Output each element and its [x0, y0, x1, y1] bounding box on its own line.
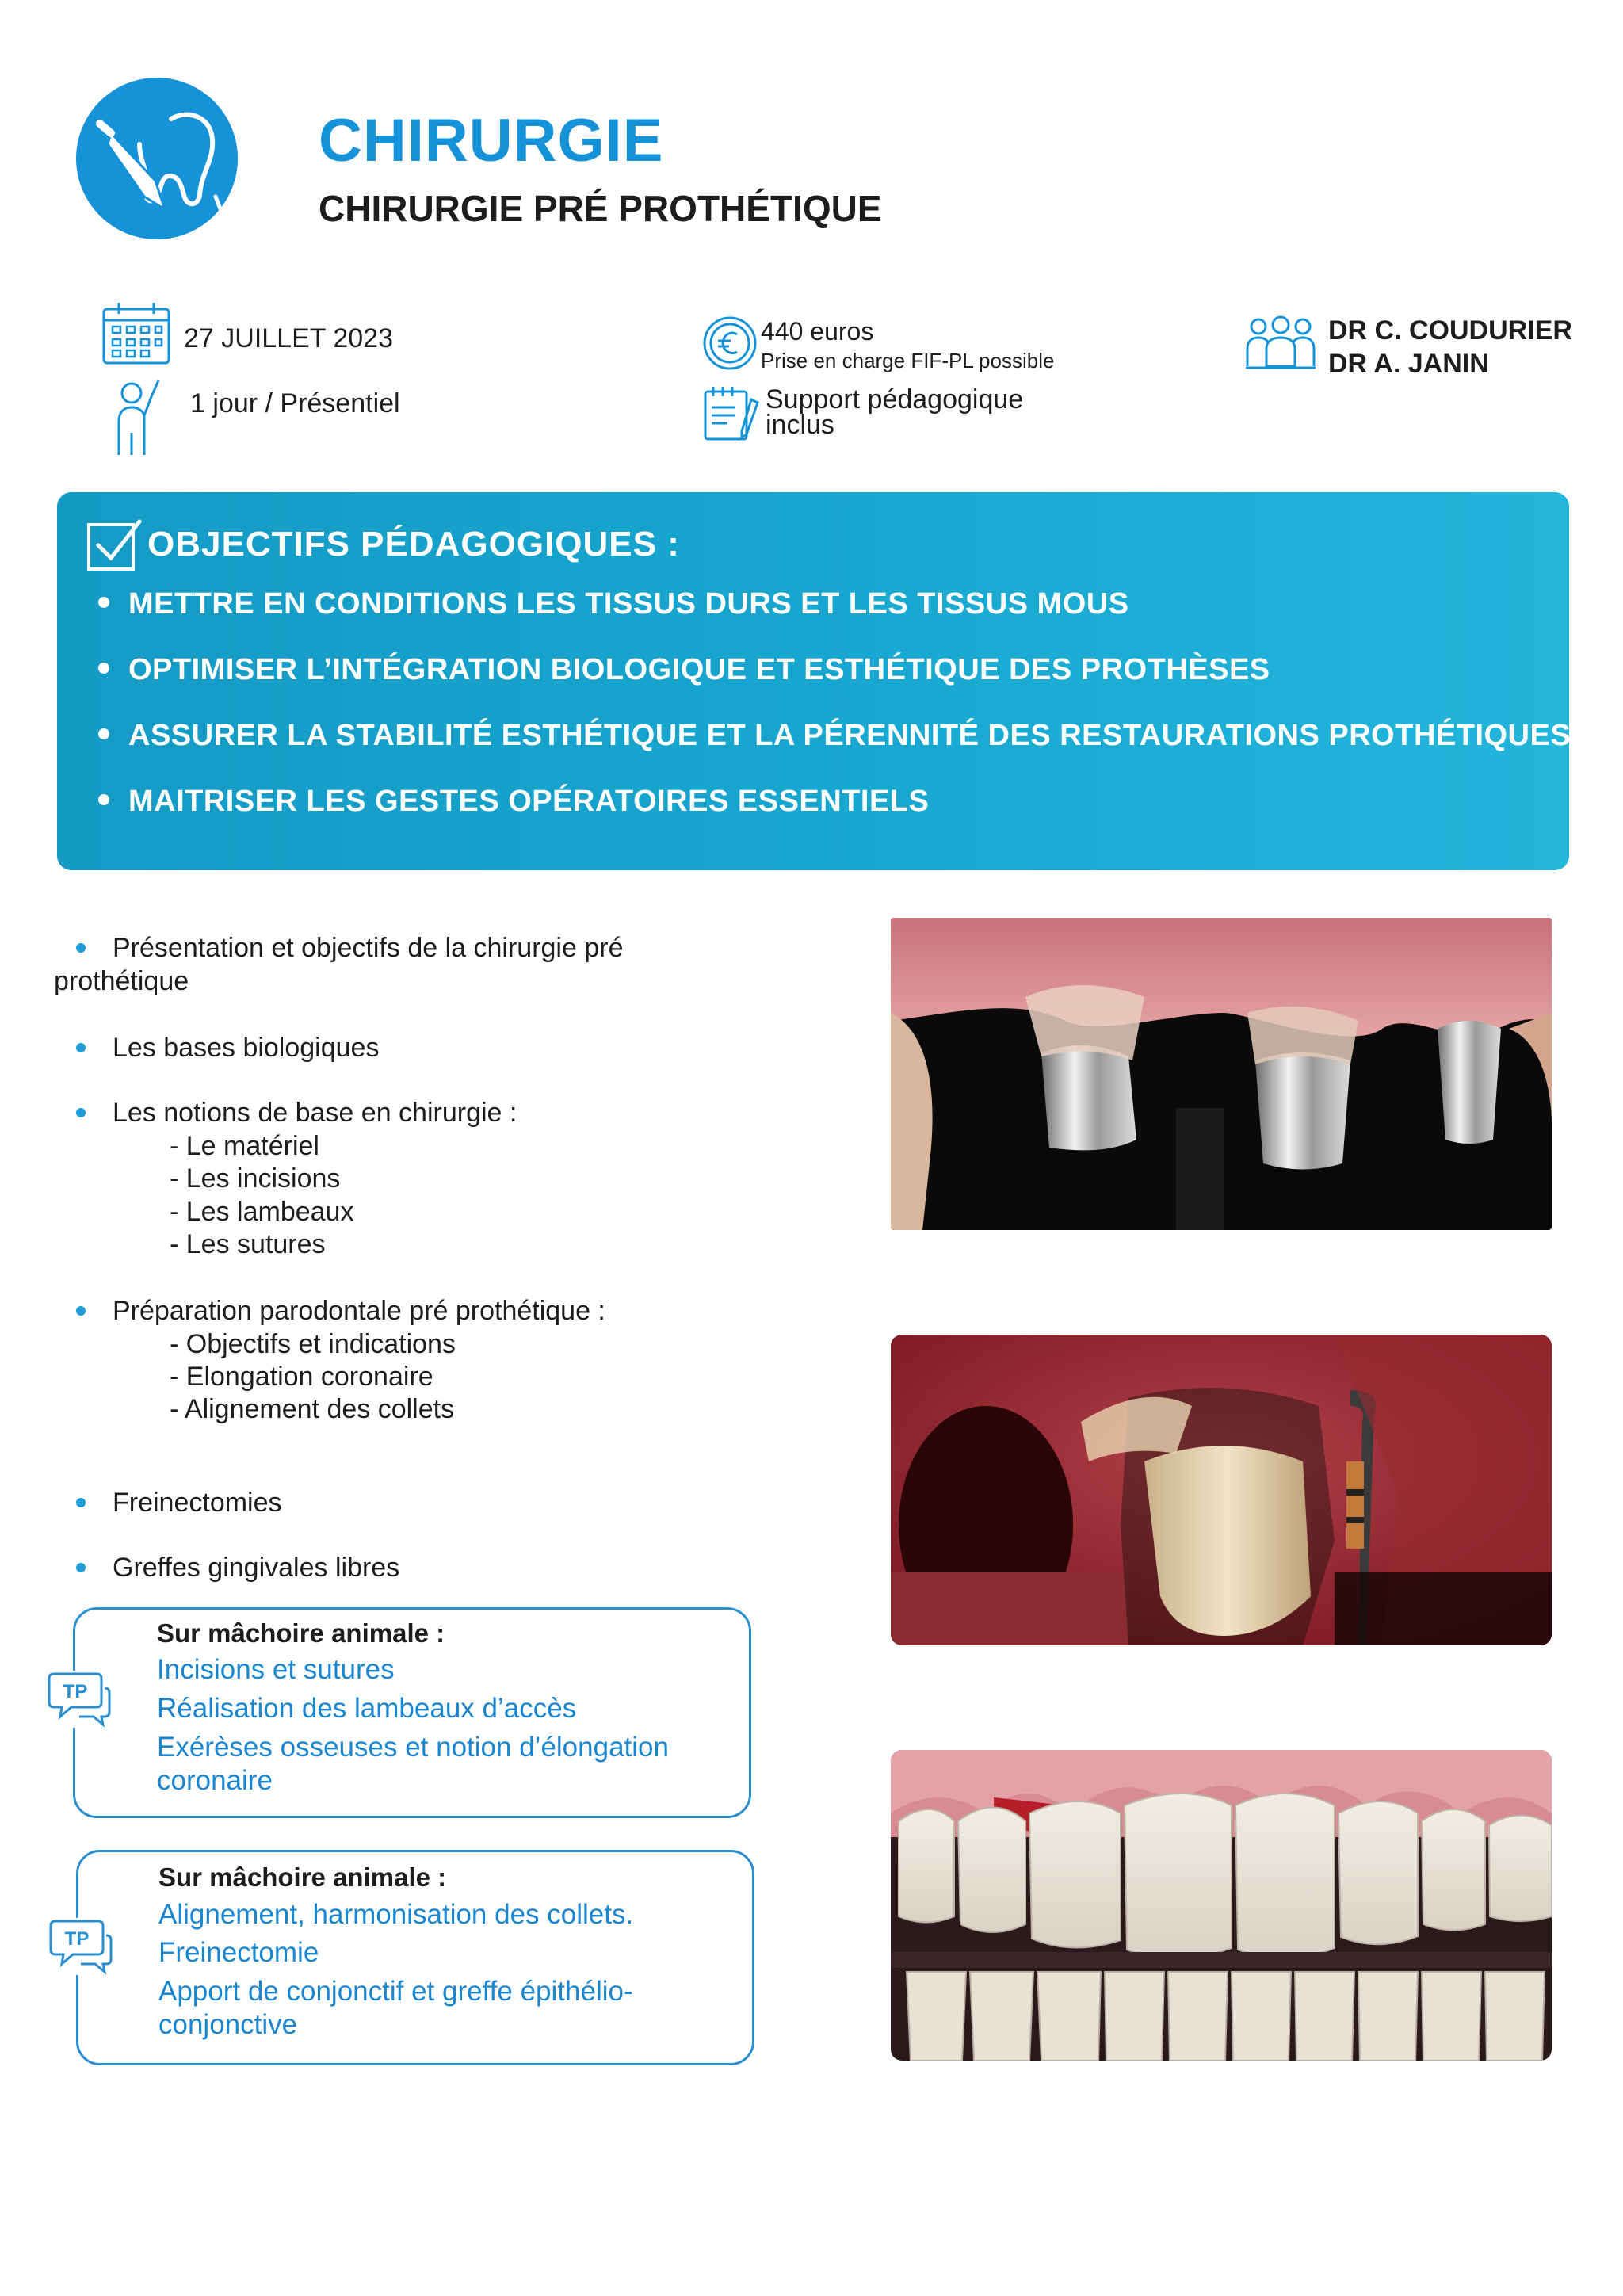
notepad-pencil-icon	[702, 385, 759, 446]
objective-item: MAITRISER LES GESTES OPÉRATOIRES ESSENTIELS	[98, 785, 929, 819]
speaker-2: DR A. JANIN	[1328, 349, 1489, 379]
date-text: 27 JUILLET 2023	[184, 323, 393, 353]
tp2-line: conjonctive	[158, 2009, 298, 2040]
bullet-icon	[98, 663, 109, 674]
checkbox-checked-icon	[86, 517, 143, 578]
program-subitem: - Les sutures	[170, 1229, 326, 1259]
speaker-1: DR C. COUDURIER	[1328, 315, 1572, 346]
calendar-icon	[101, 301, 171, 370]
clinical-photo-final-restorations	[891, 1750, 1552, 2061]
objectives-title: OBJECTIFS PÉDAGOGIQUES :	[147, 525, 680, 563]
clinical-photo-prepared-teeth	[891, 918, 1552, 1230]
bullet-icon	[98, 597, 109, 608]
tp1-line: coronaire	[157, 1765, 273, 1796]
program-subitem: - Les lambeaux	[170, 1197, 354, 1227]
bullet-icon	[76, 943, 86, 953]
objective-item: OPTIMISER L’INTÉGRATION BIOLOGIQUE ET ESTHÉTIQUE DES PROTHÈSES	[98, 653, 1270, 687]
price-text: 440 euros	[761, 317, 874, 346]
clinical-photo-crown-lengthening	[891, 1335, 1552, 1645]
chirurgie-logo	[76, 78, 238, 239]
scalpel-tooth-icon	[76, 78, 238, 239]
program-item-freinectomies: Freinectomies	[113, 1487, 282, 1519]
program-item-bases: Les bases biologiques	[113, 1032, 379, 1064]
bullet-icon	[76, 1563, 86, 1572]
person-hand-raised-icon	[111, 376, 163, 460]
tp-badge-icon	[48, 1671, 111, 1728]
bullet-icon	[76, 1043, 86, 1052]
objective-item: ASSURER LA STABILITÉ ESTHÉTIQUE ET LA PÉRENNITÉ DES RESTAURATIONS PROTHÉTIQUES	[98, 719, 1571, 753]
bullet-icon	[98, 728, 109, 739]
program-subitem: - Alignement des collets	[170, 1394, 455, 1424]
program-item-presentation-cont: prothétique	[54, 966, 189, 996]
tp1-line: Exérèses osseuses et notion d’élongation	[157, 1732, 669, 1763]
program-subitem: - Le matériel	[170, 1131, 319, 1161]
funding-text: Prise en charge FIF-PL possible	[761, 349, 1055, 372]
program-item-greffes: Greffes gingivales libres	[113, 1552, 399, 1584]
tp2-line: Apport de conjonctif et greffe épithélio-	[158, 1976, 633, 2007]
tp-badge-icon	[49, 1918, 113, 1975]
duration-text: 1 jour / Présentiel	[190, 388, 400, 418]
svg-text:TP: TP	[63, 1681, 88, 1702]
program-subitem: - Objectifs et indications	[170, 1329, 456, 1359]
bullet-icon	[76, 1498, 86, 1507]
page-title: CHIRURGIE	[319, 107, 664, 174]
group-people-icon	[1244, 315, 1317, 373]
objective-item: METTRE EN CONDITIONS LES TISSUS DURS ET LES TISSUS MOUS	[98, 587, 1129, 621]
euro-coin-icon	[702, 315, 758, 375]
bullet-icon	[76, 1108, 86, 1117]
program-item-preparation: Préparation parodontale pré prothétique :	[113, 1295, 605, 1328]
tp1-heading: Sur mâchoire animale :	[157, 1618, 445, 1648]
bullet-icon	[76, 1306, 86, 1316]
tp1-line: Réalisation des lambeaux d’accès	[157, 1693, 577, 1724]
svg-text:TP: TP	[64, 1928, 90, 1950]
program-item-notions: Les notions de base en chirurgie :	[113, 1097, 517, 1129]
program-item-presentation: Présentation et objectifs de la chirurgie pré	[113, 932, 747, 965]
program-subitem: - Elongation coronaire	[170, 1362, 433, 1392]
program-subitem: - Les incisions	[170, 1163, 341, 1194]
support-text-line1: Support pédagogique	[766, 384, 1024, 415]
tp2-line: Alignement, harmonisation des collets.	[158, 1899, 634, 1930]
tp2-line: Freinectomie	[158, 1937, 319, 1968]
support-text-line2: inclus	[766, 410, 834, 440]
tp1-line: Incisions et sutures	[157, 1654, 395, 1685]
tp2-heading: Sur mâchoire animale :	[158, 1862, 447, 1892]
page-subtitle: CHIRURGIE PRÉ PROTHÉTIQUE	[319, 188, 882, 229]
bullet-icon	[98, 794, 109, 805]
